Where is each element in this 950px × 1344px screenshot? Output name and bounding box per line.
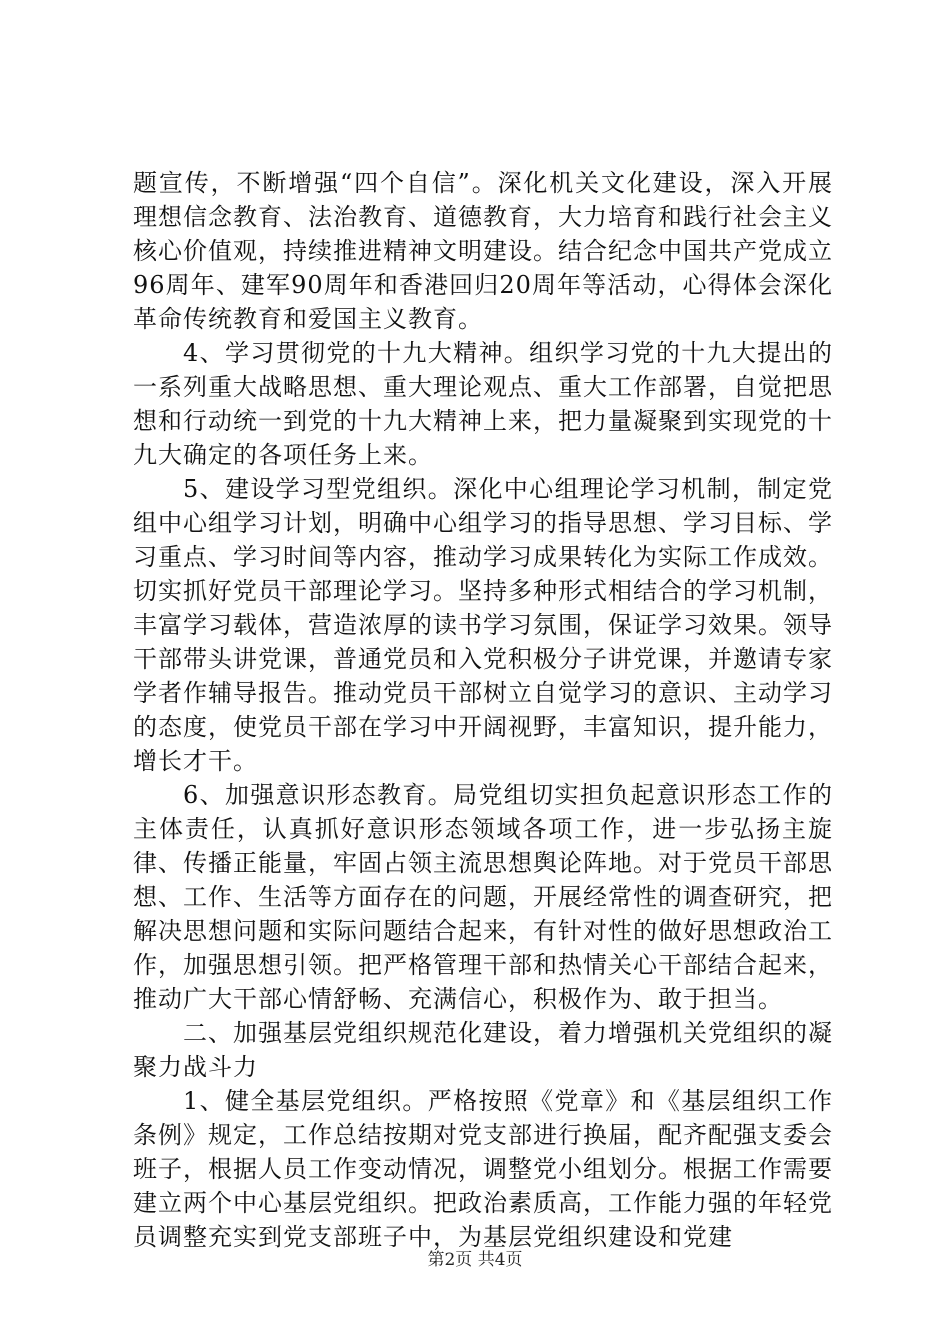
- paragraph-item-4: 4、学习贯彻党的十九大精神。组织学习党的十九大提出的一系列重大战略思想、重大理论观点、重大工作部署，自觉把思想和行动统一到党的十九大精神上来，把力量凝聚到实现党的十九大确定的各项任务上来。: [133, 339, 833, 469]
- paragraph-item-5: 5、建设学习型党组织。深化中心组理论学习机制，制定党组中心组学习计划，明确中心组学习的指导思想、学习目标、学习重点、学习时间等内容，推动学习成果转化为实际工作成效。切实抓好党员干部理论学习。坚持多种形式相结合的学习机制，丰富学习载体，营造浓厚的读书学习氛围，保证学习效果。领导干部带头讲党课，普通党员和入党积极分子讲党课，并邀请专家学者作辅导报告。推动党员干部树立自觉学习的意识、主动学习的态度，使党员干部在学习中开阔视野，丰富知识，提升能力，增长才干。: [133, 475, 833, 775]
- section-heading-2: 二、加强基层党组织规范化建设，着力增强机关党组织的凝聚力战斗力: [133, 1019, 833, 1081]
- page-number-footer: 第2页 共4页: [427, 1250, 523, 1270]
- paragraph-item-6: 6、加强意识形态教育。局党组切实担负起意识形态工作的主体责任，认真抓好意识形态领域各项工作，进一步弘扬主旋律、传播正能量，牢固占领主流思想舆论阵地。对于党员干部思想、工作、生活等方面存在的问题，开展经常性的调查研究，把解决思想问题和实际问题结合起来，有针对性的做好思想政治工作，加强思想引领。把严格管理干部和热情关心干部结合起来，推动广大干部心情舒畅、充满信心，积极作为、敢于担当。: [133, 781, 833, 1013]
- paragraph-continuation: 题宣传，不断增强“四个自信”。深化机关文化建设，深入开展理想信念教育、法治教育、道德教育，大力培育和践行社会主义核心价值观，持续推进精神文明建设。结合纪念中国共产党成立96周年、建军90周年和香港回归20周年等活动，心得体会深化革命传统教育和爱国主义教育。: [133, 169, 833, 333]
- paragraph-section2-item-1: 1、健全基层党组织。严格按照《党章》和《基层组织工作条例》规定，工作总结按期对党支部进行换届，配齐配强支委会班子，根据人员工作变动情况，调整党小组划分。根据工作需要建立两个中心基层党组织。把政治素质高，工作能力强的年轻党员调整充实到党支部班子中，为基层党组织建设和党建: [133, 1087, 833, 1251]
- document-body: [133, 166, 833, 1254]
